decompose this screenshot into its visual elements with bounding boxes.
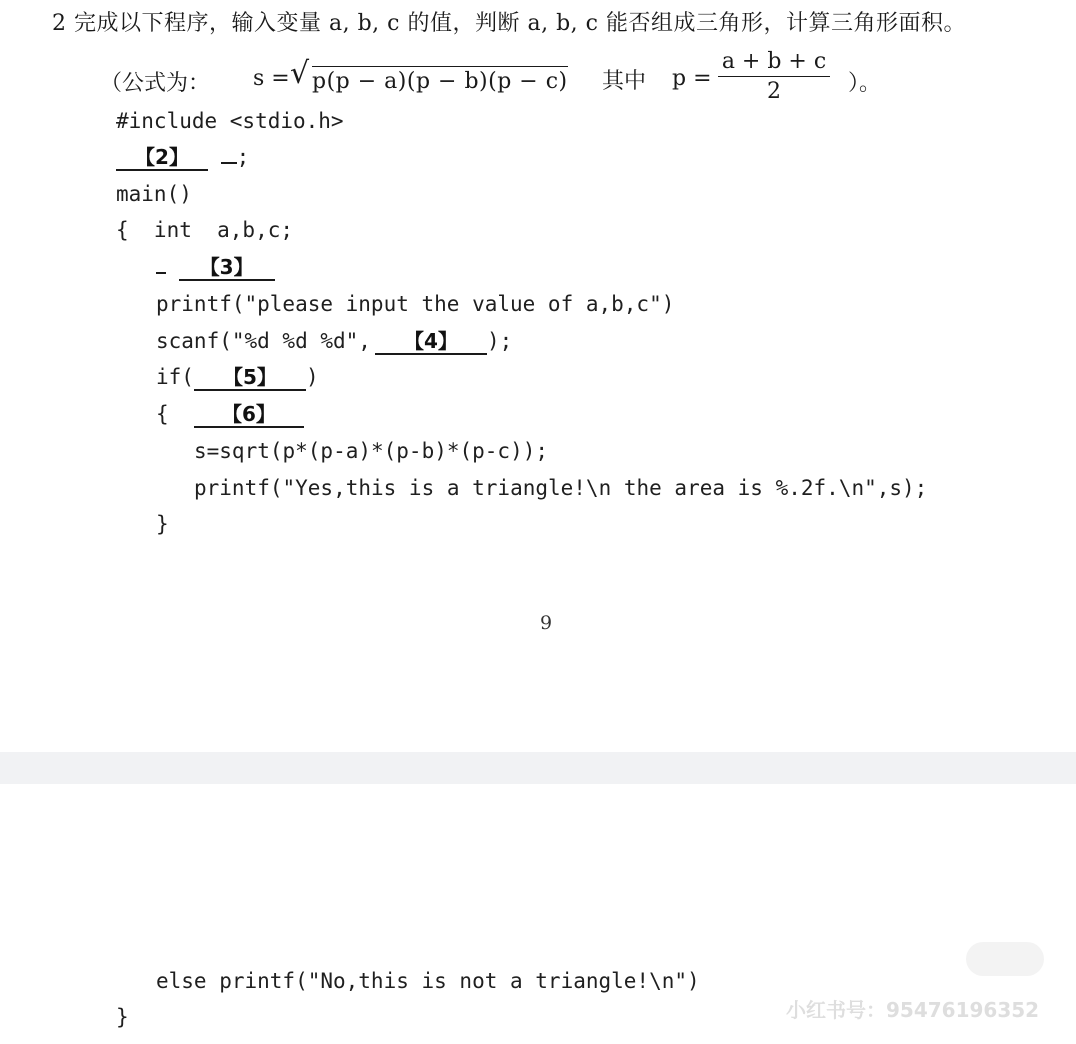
formula-suffix: ）。 [848,71,882,96]
blank-4: 【4】 [375,329,487,355]
scanf-prefix: scanf("%d %d %d", [156,329,371,353]
page-number: 9 [540,612,553,634]
code-sqrt: s=sqrt(p*(p-a)*(p-b)*(p-c)); [194,439,549,463]
formula-radicand: p(p − a)(p − b)(p − c) [312,66,568,94]
question-heading [52,6,966,37]
formula-qizhong: 其中 [602,69,647,94]
code-include: #include <stdio.h> [116,109,344,133]
blank-6: 【6】 [194,402,304,428]
question-number: 2 [52,11,67,36]
blank-2: 【2】 [116,145,208,171]
code-printf-prompt: printf("please input the value of a,b,c") [156,292,675,316]
blank-3-lead [156,272,166,274]
watermark-badge [966,942,1044,976]
fraction-numerator: a + b + c [718,48,830,77]
if-prefix: if( [156,365,194,389]
fraction-denominator: 2 [767,79,781,104]
question-text: 完成以下程序，输入变量 a, b, c 的值，判断 a, b, c 能否组成三角形，计算三角形面积。 [74,11,966,36]
if-suffix: ) [305,365,319,389]
code-block-open [156,401,304,428]
scanf-suffix: ); [486,329,513,353]
sqrt-icon: √ [290,56,310,91]
code-block-close: } [156,512,169,536]
brace-open: { [156,402,169,426]
blank-5: 【5】 [194,365,306,391]
code-line-blank2 [116,144,249,171]
code-main: main() [116,182,192,206]
code-scanf [156,328,512,355]
code-printf-yes: printf("Yes,this is a triangle!\n the area is %.2f.\n",s); [194,476,928,500]
watermark-text: 小红书号：95476196352 [786,998,1040,1022]
code-semicolon: ; [236,145,250,169]
code-main-close: } [116,1005,129,1029]
formula-prefix: （公式为： [100,71,211,96]
formula-p-label: p = [672,66,712,91]
formula-fraction [718,48,830,107]
code-line-blank3 [156,254,275,281]
page-gap [0,752,1076,784]
code-if [156,364,319,391]
blank-2-tail [221,162,237,164]
blank-3: 【3】 [179,255,275,281]
code-else: else printf("No,this is not a triangle!\n") [156,969,700,993]
code-declaration: { int a,b,c; [116,218,294,242]
formula-s-label: s = [253,66,290,91]
